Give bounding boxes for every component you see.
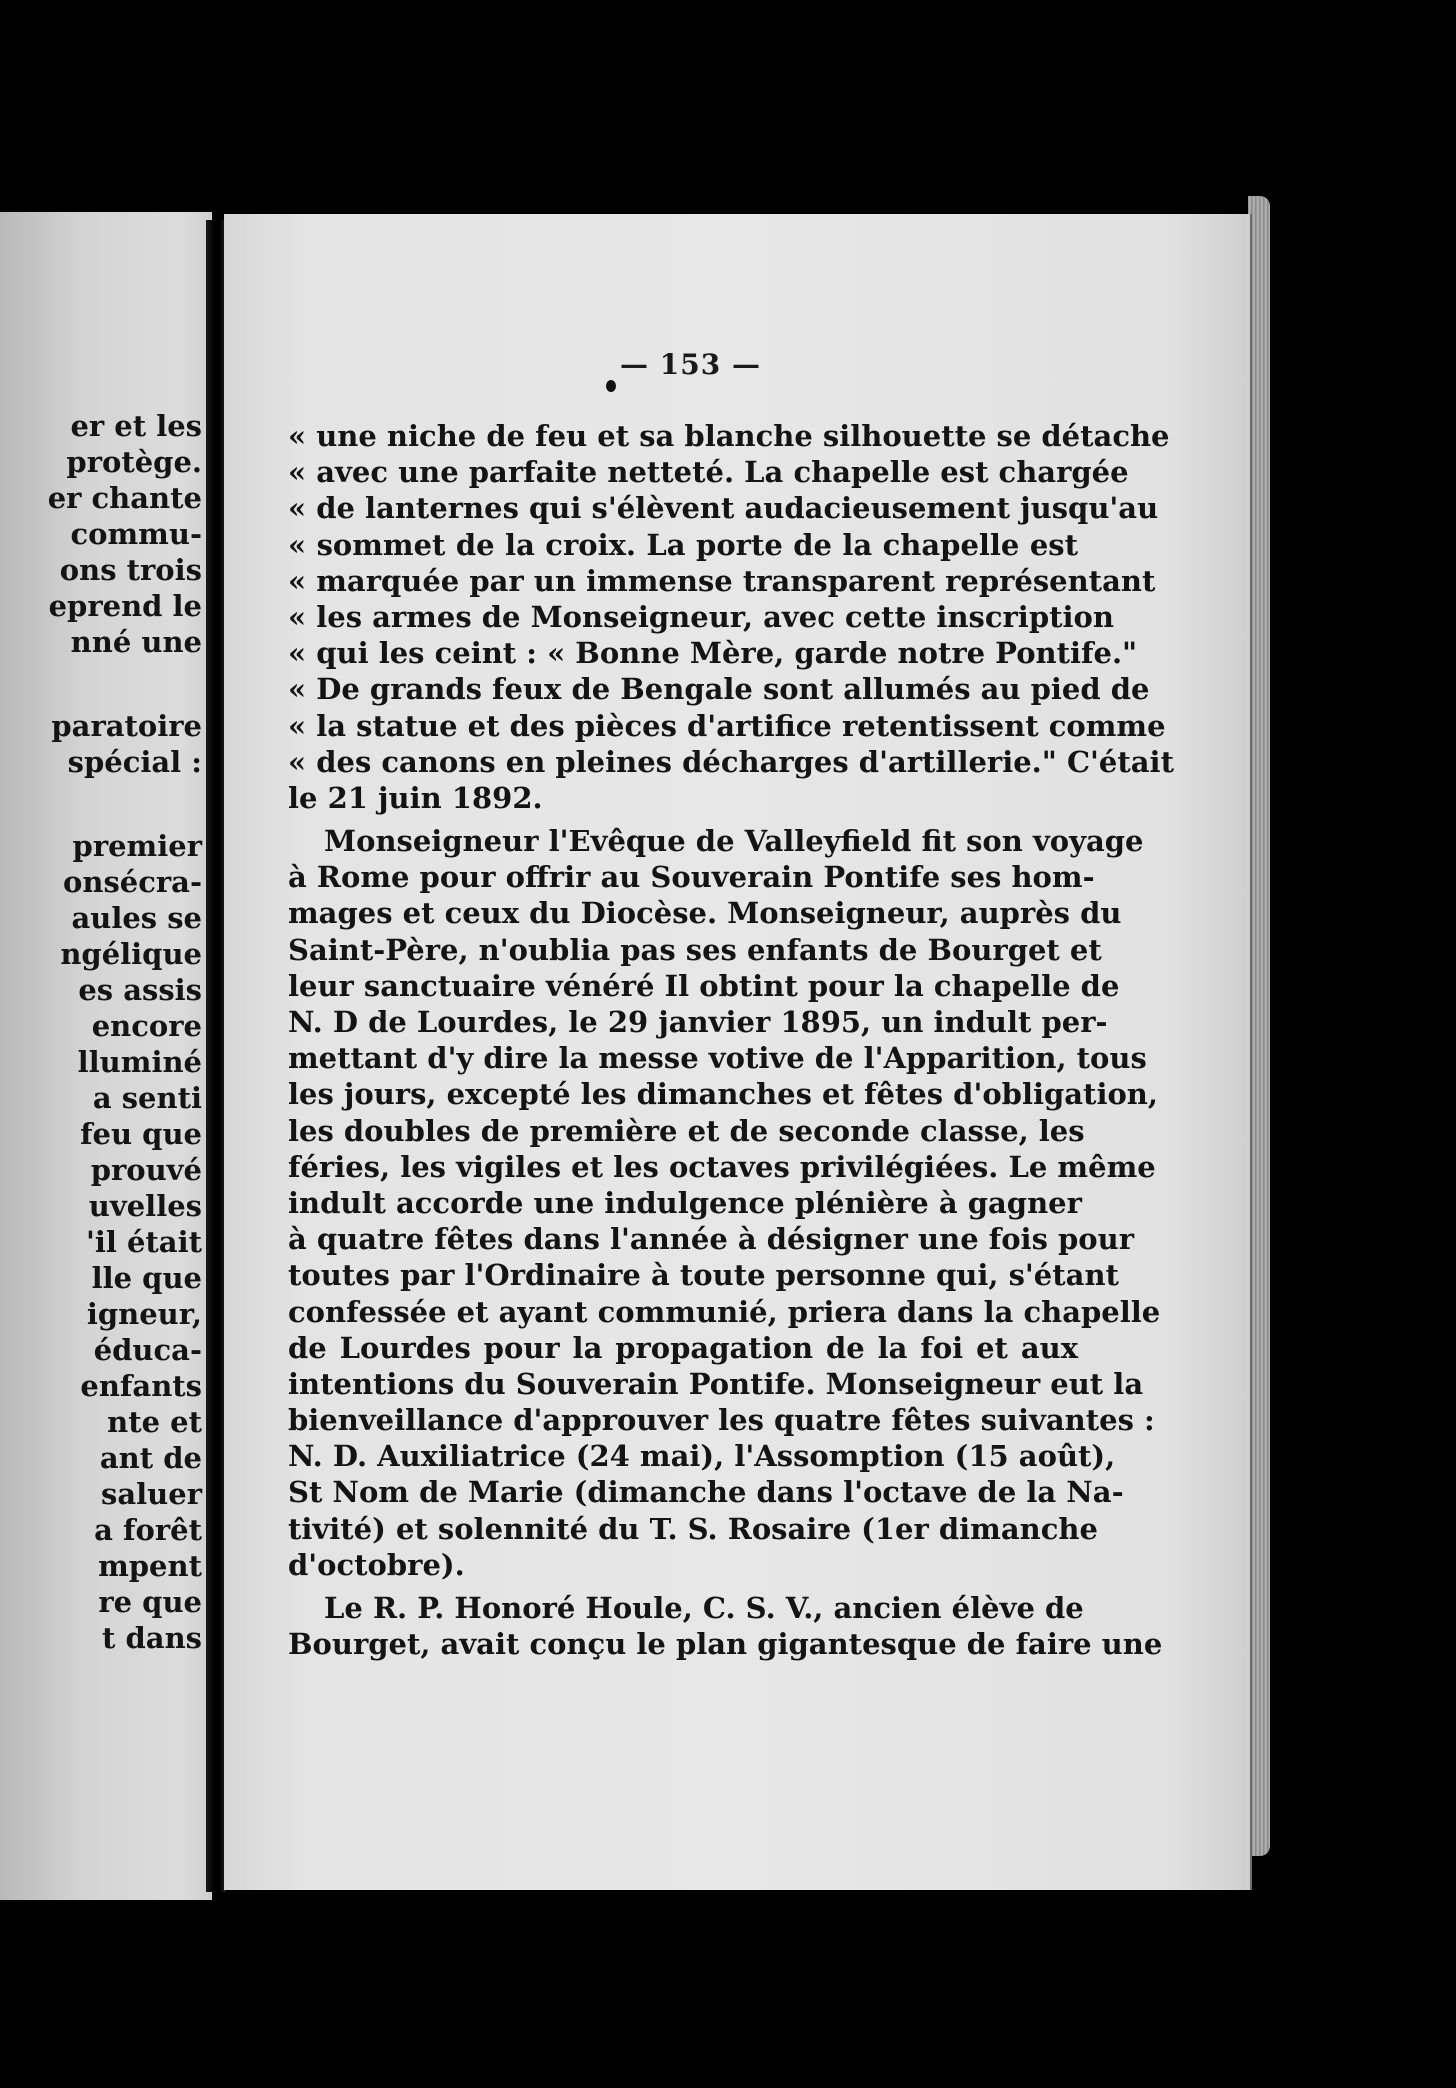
left-line: spécial : xyxy=(67,745,202,779)
text-line: mages et ceux du Diocèse. Monseigneur, auprès du xyxy=(288,896,1122,931)
left-line: onsécra- xyxy=(63,865,202,899)
left-line: éduca- xyxy=(93,1333,202,1367)
left-line: eprend le xyxy=(48,589,202,623)
left-line: encore xyxy=(91,1009,202,1043)
left-line: enfants xyxy=(80,1369,202,1403)
text-line: intentions du Souverain Pontife. Monseigneur eut la xyxy=(288,1366,1144,1401)
text-line: d'octobre). xyxy=(288,1547,465,1582)
left-line: es assis xyxy=(78,973,202,1007)
text-line: Bourget, avait conçu le plan gigantesque de faire une xyxy=(288,1627,1163,1662)
text-line: « sommet de la croix. La porte de la chapelle est xyxy=(288,527,1078,562)
left-line: premier xyxy=(72,829,202,863)
text-line: « de lanternes qui s'élèvent audacieusement jusqu'au xyxy=(288,491,1159,526)
text-line: Monseigneur l'Evêque de Valleyfield fit son voyage xyxy=(324,824,1144,859)
text-line: le 21 juin 1892. xyxy=(288,780,543,815)
left-line: ngélique xyxy=(60,937,202,971)
text-line: « la statue et des pièces d'artifice retentissent comme xyxy=(288,708,1166,743)
text-line: « les armes de Monseigneur, avec cette inscription xyxy=(288,599,1114,634)
left-line: ant de xyxy=(99,1441,202,1475)
left-line: paratoire xyxy=(51,709,202,743)
text-line: les jours, excepté les dimanches et fêtes d'obligation, xyxy=(288,1077,1158,1112)
text-line: N. D de Lourdes, le 29 janvier 1895, un indult per- xyxy=(288,1005,1108,1039)
text-line: « avec une parfaite netteté. La chapelle est chargée xyxy=(288,455,1129,490)
left-line: nte et xyxy=(107,1405,202,1439)
left-line: mpent xyxy=(98,1549,202,1583)
text-line: les doubles de première et de seconde classe, les xyxy=(288,1113,1085,1148)
left-line: er et les xyxy=(70,409,202,443)
left-line: aules se xyxy=(71,901,202,935)
left-line: saluer xyxy=(101,1477,202,1511)
text-line: indult accorde une indulgence plénière à gagner xyxy=(288,1185,1082,1220)
text-line: N. D. Auxiliatrice (24 mai), l'Assomption (15 août), xyxy=(288,1439,1116,1474)
left-line: uvelles xyxy=(88,1189,202,1223)
left-page-fragment xyxy=(0,212,212,1900)
left-line: igneur, xyxy=(86,1297,202,1331)
left-line: lluminé xyxy=(77,1045,202,1079)
text-line: « une niche de feu et sa blanche silhouette se détache xyxy=(288,419,1170,453)
text-line: Saint-Père, n'oublia pas ses enfants de Bourget et xyxy=(288,932,1102,967)
text-line: tivité) et solennité du T. S. Rosaire (1er dimanche xyxy=(288,1511,1098,1546)
left-line: a forêt xyxy=(94,1513,202,1547)
text-line: « marquée par un immense transparent représentant xyxy=(288,563,1156,598)
left-line: t dans xyxy=(102,1621,202,1655)
left-line: re que xyxy=(98,1585,202,1619)
text-line: St Nom de Marie (dimanche dans l'octave de la Na- xyxy=(288,1475,1124,1510)
text-line: confessée et ayant communié, priera dans la chapelle xyxy=(288,1294,1161,1329)
text-line: « De grands feux de Bengale sont allumés au pied de xyxy=(288,672,1150,707)
text-line: féries, les vigiles et les octaves privilégiées. Le même xyxy=(288,1149,1156,1184)
left-line: er chante xyxy=(47,481,202,515)
page-number: — 153 — xyxy=(620,348,761,381)
text-line: à Rome pour offrir au Souverain Pontife ses hom- xyxy=(288,860,1095,895)
left-line: 'il était xyxy=(85,1225,202,1259)
text-line: « des canons en pleines décharges d'artillerie." C'était xyxy=(288,744,1174,779)
left-line: a senti xyxy=(92,1081,202,1115)
ink-spot xyxy=(606,380,616,392)
text-line: toutes par l'Ordinaire à toute personne qui, s'étant xyxy=(288,1258,1119,1293)
left-line: nné une xyxy=(70,625,202,659)
page-body-text xyxy=(288,418,1174,1662)
text-line: leur sanctuaire vénéré Il obtint pour la chapelle de xyxy=(288,968,1120,1003)
text-line: de Lourdes pour la propagation de la foi et aux xyxy=(288,1330,1078,1365)
book-gutter xyxy=(206,220,226,1892)
left-line: lle que xyxy=(91,1261,202,1295)
text-line: Le R. P. Honoré Houle, C. S. V., ancien élève de xyxy=(324,1591,1084,1625)
left-line: protège. xyxy=(66,445,202,479)
left-line: prouvé xyxy=(90,1153,202,1187)
left-line: feu que xyxy=(80,1117,202,1151)
text-line: à quatre fêtes dans l'année à désigner une fois pour xyxy=(288,1222,1134,1257)
text-line: bienveillance d'approuver les quatre fêtes suivantes : xyxy=(288,1403,1155,1438)
text-line: mettant d'y dire la messe votive de l'Apparition, tous xyxy=(288,1041,1147,1076)
left-line: commu- xyxy=(70,517,202,551)
left-line: ons trois xyxy=(59,553,202,587)
text-line: « qui les ceint : « Bonne Mère, garde notre Pontife." xyxy=(288,636,1138,671)
